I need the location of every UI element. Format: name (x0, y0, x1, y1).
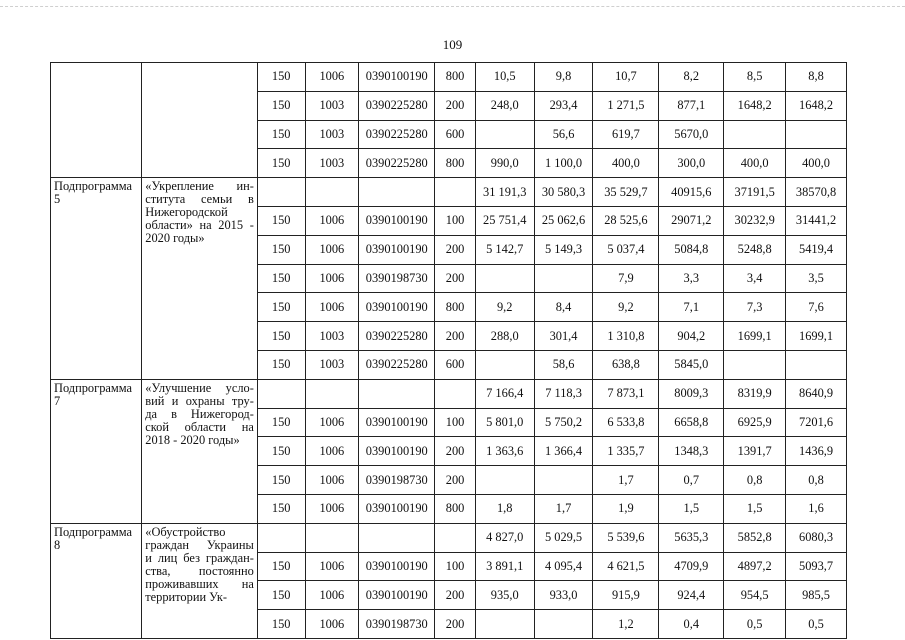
expense-type-cell: 800 (435, 149, 476, 178)
budget-code-cell: 150 (257, 610, 305, 639)
subprogram-name (142, 523, 258, 638)
expense-type-cell: 600 (435, 120, 476, 149)
subprogram-name-line: граждан Украины (145, 537, 254, 552)
value-2018-cell: 924,4 (659, 581, 724, 610)
value-2018-cell: 904,2 (659, 322, 724, 351)
budget-code-cell (257, 379, 305, 408)
target-article-cell: 0390225280 (359, 322, 435, 351)
section-code-cell: 1006 (305, 63, 359, 92)
value-2016-cell: 1,7 (534, 494, 593, 523)
value-2019-cell: 1648,2 (724, 91, 786, 120)
subprogram-name (142, 178, 258, 380)
value-2019-cell: 954,5 (724, 581, 786, 610)
budget-code-cell: 150 (257, 91, 305, 120)
table-row (51, 63, 847, 92)
section-code-cell (305, 178, 359, 207)
value-2017-cell: 10,7 (593, 63, 659, 92)
value-2020-cell: 7201,6 (786, 408, 847, 437)
value-2016-cell: 293,4 (534, 91, 593, 120)
section-code-cell: 1003 (305, 91, 359, 120)
value-2015-cell: 3 891,1 (475, 552, 534, 581)
budget-code-cell (257, 178, 305, 207)
section-code-cell: 1003 (305, 322, 359, 351)
subprogram-name-line: ства, постоянно (145, 563, 254, 578)
subprogram-name-line: «Укрепление ин- (145, 179, 254, 194)
expense-type-cell: 100 (435, 552, 476, 581)
value-2018-cell: 300,0 (659, 149, 724, 178)
target-article-cell (359, 523, 435, 552)
target-article-cell: 0390225280 (359, 350, 435, 379)
value-2016-cell: 25 062,6 (534, 206, 593, 235)
value-2020-cell: 1648,2 (786, 91, 847, 120)
budget-code-cell: 150 (257, 494, 305, 523)
target-article-cell: 0390100190 (359, 581, 435, 610)
value-2020-cell: 5093,7 (786, 552, 847, 581)
expense-type-cell: 200 (435, 466, 476, 495)
value-2016-cell: 4 095,4 (534, 552, 593, 581)
section-code-cell: 1006 (305, 610, 359, 639)
section-code-cell: 1006 (305, 466, 359, 495)
value-2015-cell: 1 363,6 (475, 437, 534, 466)
target-article-cell: 0390225280 (359, 120, 435, 149)
section-code-cell (305, 523, 359, 552)
subprogram-name-line: проживавших на (145, 576, 254, 591)
budget-code-cell: 150 (257, 408, 305, 437)
expense-type-cell: 200 (435, 235, 476, 264)
table-row (51, 379, 847, 408)
subprogram-name-line: вий и охраны тру- (145, 393, 254, 408)
budget-code-cell: 150 (257, 63, 305, 92)
value-2016-cell: 5 029,5 (534, 523, 593, 552)
value-2018-cell: 4709,9 (659, 552, 724, 581)
value-2017-cell: 7,9 (593, 264, 659, 293)
page-number: 109 (442, 37, 463, 52)
budget-code-cell: 150 (257, 120, 305, 149)
value-2015-cell: 990,0 (475, 149, 534, 178)
expense-type-cell: 800 (435, 494, 476, 523)
subprogram-name-line: да в Нижегород- (145, 406, 254, 421)
expense-type-cell: 200 (435, 610, 476, 639)
value-2017-cell: 1 271,5 (593, 91, 659, 120)
value-2019-cell: 3,4 (724, 264, 786, 293)
budget-code-cell: 150 (257, 552, 305, 581)
value-2017-cell: 915,9 (593, 581, 659, 610)
value-2017-cell: 1,9 (593, 494, 659, 523)
subprogram-name-line: Нижегородской (145, 205, 228, 220)
section-code-cell: 1006 (305, 293, 359, 322)
target-article-cell: 0390100190 (359, 206, 435, 235)
subprogram-label (51, 63, 142, 178)
value-2020-cell: 3,5 (786, 264, 847, 293)
value-2019-cell: 1699,1 (724, 322, 786, 351)
value-2019-cell: 5852,8 (724, 523, 786, 552)
expense-type-cell: 600 (435, 350, 476, 379)
subprogram-label: Подпрограмма 5 (51, 178, 142, 380)
value-2019-cell: 1391,7 (724, 437, 786, 466)
top-rule (0, 6, 905, 7)
value-2016-cell: 1 366,4 (534, 437, 593, 466)
expense-type-cell (435, 523, 476, 552)
value-2020-cell: 400,0 (786, 149, 847, 178)
budget-code-cell: 150 (257, 235, 305, 264)
target-article-cell (359, 178, 435, 207)
target-article-cell: 0390100190 (359, 235, 435, 264)
value-2015-cell: 5 142,7 (475, 235, 534, 264)
expense-type-cell: 200 (435, 91, 476, 120)
subprogram-name (142, 379, 258, 523)
value-2020-cell: 1,6 (786, 494, 847, 523)
target-article-cell: 0390100190 (359, 437, 435, 466)
value-2017-cell: 4 621,5 (593, 552, 659, 581)
value-2019-cell: 7,3 (724, 293, 786, 322)
section-code-cell: 1006 (305, 581, 359, 610)
expense-type-cell: 800 (435, 293, 476, 322)
value-2017-cell: 28 525,6 (593, 206, 659, 235)
expense-type-cell: 200 (435, 437, 476, 466)
value-2015-cell: 9,2 (475, 293, 534, 322)
value-2020-cell: 985,5 (786, 581, 847, 610)
value-2019-cell: 30232,9 (724, 206, 786, 235)
subprogram-name-line: территории Ук- (145, 589, 228, 604)
target-article-cell: 0390100190 (359, 63, 435, 92)
value-2018-cell: 5635,3 (659, 523, 724, 552)
value-2019-cell: 400,0 (724, 149, 786, 178)
value-2016-cell (534, 264, 593, 293)
value-2020-cell: 1699,1 (786, 322, 847, 351)
value-2018-cell: 877,1 (659, 91, 724, 120)
target-article-cell: 0390225280 (359, 91, 435, 120)
subprogram-name-line: 2020 годы» (145, 231, 205, 246)
value-2019-cell: 1,5 (724, 494, 786, 523)
value-2017-cell: 1 335,7 (593, 437, 659, 466)
value-2018-cell: 7,1 (659, 293, 724, 322)
value-2018-cell: 5845,0 (659, 350, 724, 379)
budget-code-cell: 150 (257, 581, 305, 610)
value-2015-cell (475, 610, 534, 639)
value-2015-cell: 248,0 (475, 91, 534, 120)
target-article-cell: 0390198730 (359, 264, 435, 293)
target-article-cell: 0390198730 (359, 610, 435, 639)
value-2020-cell: 5419,4 (786, 235, 847, 264)
section-code-cell: 1006 (305, 552, 359, 581)
budget-code-cell (257, 523, 305, 552)
target-article-cell: 0390100190 (359, 408, 435, 437)
value-2016-cell: 30 580,3 (534, 178, 593, 207)
value-2018-cell: 1,5 (659, 494, 724, 523)
value-2020-cell: 7,6 (786, 293, 847, 322)
target-article-cell: 0390198730 (359, 466, 435, 495)
target-article-cell (359, 379, 435, 408)
value-2020-cell: 8,8 (786, 63, 847, 92)
value-2017-cell: 1 310,8 (593, 322, 659, 351)
value-2015-cell (475, 350, 534, 379)
value-2019-cell: 4897,2 (724, 552, 786, 581)
value-2018-cell: 40915,6 (659, 178, 724, 207)
value-2015-cell (475, 264, 534, 293)
value-2015-cell (475, 120, 534, 149)
section-code-cell: 1006 (305, 408, 359, 437)
value-2015-cell: 1,8 (475, 494, 534, 523)
expense-type-cell (435, 178, 476, 207)
value-2020-cell (786, 120, 847, 149)
budget-code-cell: 150 (257, 149, 305, 178)
section-code-cell: 1006 (305, 235, 359, 264)
section-code-cell: 1006 (305, 494, 359, 523)
value-2015-cell (475, 466, 534, 495)
value-2018-cell: 3,3 (659, 264, 724, 293)
value-2015-cell: 10,5 (475, 63, 534, 92)
value-2015-cell: 288,0 (475, 322, 534, 351)
subprogram-label: Подпрограмма 7 (51, 379, 142, 523)
budget-code-cell: 150 (257, 293, 305, 322)
value-2016-cell: 1 100,0 (534, 149, 593, 178)
value-2016-cell: 8,4 (534, 293, 593, 322)
value-2017-cell: 5 539,6 (593, 523, 659, 552)
value-2017-cell: 1,7 (593, 466, 659, 495)
subprogram-name (142, 63, 258, 178)
value-2020-cell: 1436,9 (786, 437, 847, 466)
value-2019-cell: 0,8 (724, 466, 786, 495)
value-2018-cell: 8009,3 (659, 379, 724, 408)
section-code-cell: 1006 (305, 206, 359, 235)
subprogram-name-line: «Улучшение усло- (145, 380, 254, 395)
section-code-cell: 1003 (305, 149, 359, 178)
section-code-cell (305, 379, 359, 408)
value-2017-cell: 35 529,7 (593, 178, 659, 207)
value-2019-cell (724, 350, 786, 379)
expense-type-cell: 100 (435, 408, 476, 437)
value-2017-cell: 6 533,8 (593, 408, 659, 437)
value-2017-cell: 638,8 (593, 350, 659, 379)
value-2018-cell: 0,7 (659, 466, 724, 495)
expense-type-cell: 200 (435, 322, 476, 351)
value-2017-cell: 400,0 (593, 149, 659, 178)
value-2017-cell: 1,2 (593, 610, 659, 639)
value-2018-cell: 5670,0 (659, 120, 724, 149)
target-article-cell: 0390100190 (359, 293, 435, 322)
value-2016-cell: 58,6 (534, 350, 593, 379)
value-2019-cell: 6925,9 (724, 408, 786, 437)
budget-code-cell: 150 (257, 206, 305, 235)
budget-code-cell: 150 (257, 466, 305, 495)
budget-code-cell: 150 (257, 264, 305, 293)
section-code-cell: 1006 (305, 264, 359, 293)
value-2016-cell (534, 610, 593, 639)
subprogram-name-line: и лиц без граждан- (145, 550, 254, 565)
subprogram-label: Подпрограмма 8 (51, 523, 142, 638)
value-2015-cell: 25 751,4 (475, 206, 534, 235)
expense-type-cell (435, 379, 476, 408)
budget-code-cell: 150 (257, 350, 305, 379)
subprogram-name-line: «Обустройство (145, 524, 226, 539)
value-2015-cell: 31 191,3 (475, 178, 534, 207)
section-code-cell: 1003 (305, 350, 359, 379)
budget-table (50, 62, 847, 639)
value-2015-cell: 4 827,0 (475, 523, 534, 552)
value-2017-cell: 9,2 (593, 293, 659, 322)
value-2020-cell: 6080,3 (786, 523, 847, 552)
section-code-cell: 1003 (305, 120, 359, 149)
target-article-cell: 0390100190 (359, 494, 435, 523)
value-2016-cell: 933,0 (534, 581, 593, 610)
value-2018-cell: 8,2 (659, 63, 724, 92)
expense-type-cell: 100 (435, 206, 476, 235)
subprogram-name-line: 2018 - 2020 годы» (145, 432, 240, 447)
budget-code-cell: 150 (257, 322, 305, 351)
value-2016-cell: 5 750,2 (534, 408, 593, 437)
target-article-cell: 0390100190 (359, 552, 435, 581)
value-2016-cell: 5 149,3 (534, 235, 593, 264)
expense-type-cell: 800 (435, 63, 476, 92)
subprogram-name-line: ской области на (145, 419, 254, 434)
value-2019-cell: 37191,5 (724, 178, 786, 207)
expense-type-cell: 200 (435, 581, 476, 610)
value-2018-cell: 5084,8 (659, 235, 724, 264)
budget-code-cell: 150 (257, 437, 305, 466)
value-2020-cell: 8640,9 (786, 379, 847, 408)
value-2020-cell: 38570,8 (786, 178, 847, 207)
subprogram-name-line: области» на 2015 - (145, 218, 254, 233)
value-2016-cell: 301,4 (534, 322, 593, 351)
target-article-cell: 0390225280 (359, 149, 435, 178)
value-2017-cell: 7 873,1 (593, 379, 659, 408)
value-2016-cell: 9,8 (534, 63, 593, 92)
value-2015-cell: 7 166,4 (475, 379, 534, 408)
value-2015-cell: 935,0 (475, 581, 534, 610)
value-2016-cell (534, 466, 593, 495)
value-2016-cell: 56,6 (534, 120, 593, 149)
value-2019-cell (724, 120, 786, 149)
value-2019-cell: 0,5 (724, 610, 786, 639)
value-2019-cell: 8,5 (724, 63, 786, 92)
value-2018-cell: 0,4 (659, 610, 724, 639)
section-code-cell: 1006 (305, 437, 359, 466)
subprogram-name-line: ститута семьи в (145, 192, 254, 207)
table-row (51, 178, 847, 207)
expense-type-cell: 200 (435, 264, 476, 293)
value-2016-cell: 7 118,3 (534, 379, 593, 408)
table-row (51, 523, 847, 552)
value-2018-cell: 29071,2 (659, 206, 724, 235)
value-2017-cell: 619,7 (593, 120, 659, 149)
value-2015-cell: 5 801,0 (475, 408, 534, 437)
value-2020-cell (786, 350, 847, 379)
value-2019-cell: 5248,8 (724, 235, 786, 264)
value-2019-cell: 8319,9 (724, 379, 786, 408)
value-2020-cell: 0,8 (786, 466, 847, 495)
value-2018-cell: 1348,3 (659, 437, 724, 466)
value-2017-cell: 5 037,4 (593, 235, 659, 264)
value-2018-cell: 6658,8 (659, 408, 724, 437)
value-2020-cell: 0,5 (786, 610, 847, 639)
value-2020-cell: 31441,2 (786, 206, 847, 235)
